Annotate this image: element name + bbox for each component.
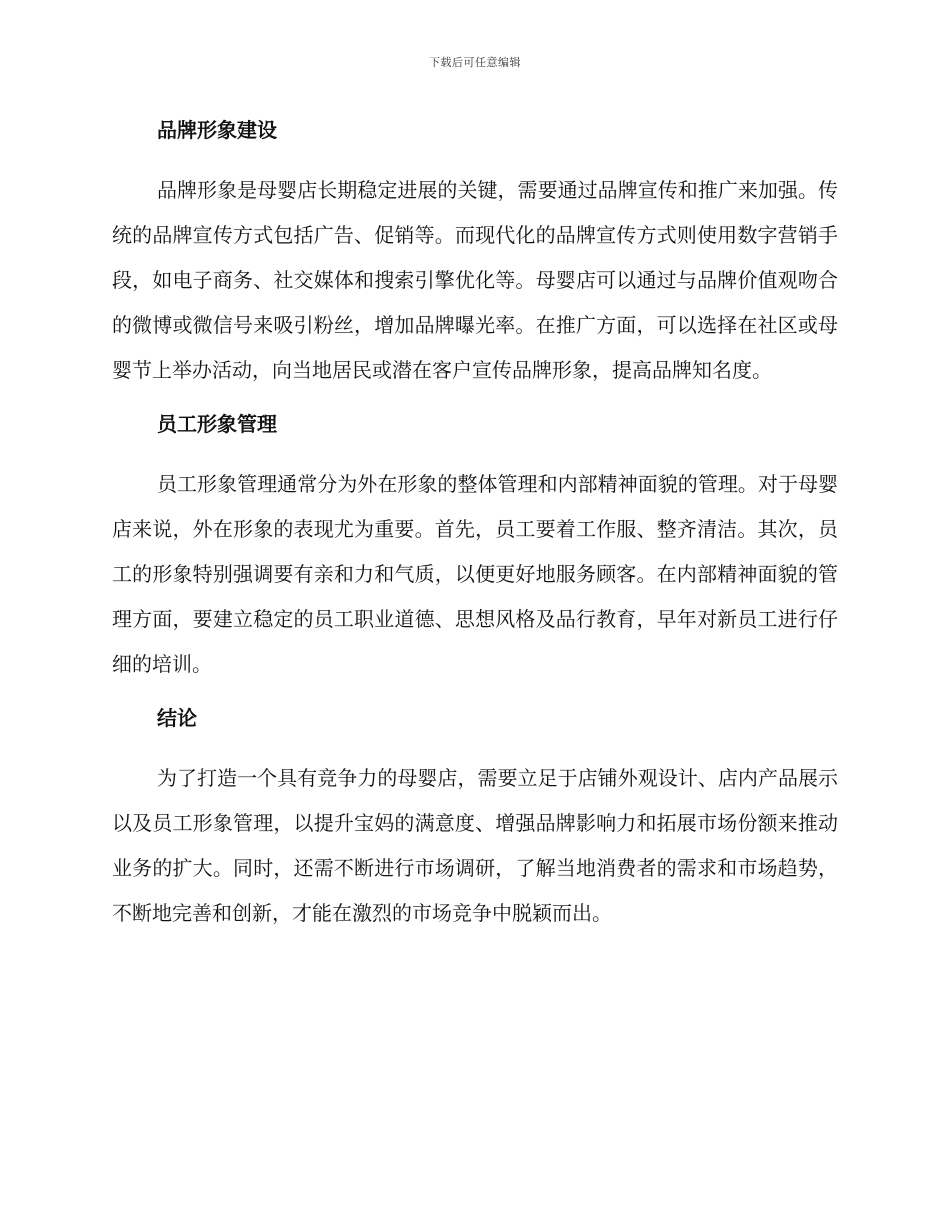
- section-brand-image: [112, 108, 838, 393]
- section-paragraph: 品牌形象是母婴店长期稳定进展的关键，需要通过品牌宣传和推广来加强。传统的品牌宣传方式包括广告、促销等。而现代化的品牌宣传方式则使用数字营销手段，如电子商务、社交媒体和搜索引擎优化等。母婴店可以通过与品牌价值观吻合的微博或微信号来吸引粉丝，增加品牌曝光率。在推广方面，可以选择在社区或母婴节上举办活动，向当地居民或潜在客户宣传品牌形象，提高品牌知名度。: [112, 178, 838, 382]
- section-staff-image: [112, 402, 838, 687]
- section-conclusion: [112, 696, 838, 936]
- section-heading: 结论: [157, 706, 197, 730]
- page-header-note: 下载后可任意编辑: [429, 56, 521, 69]
- section-heading: 品牌形象建设: [157, 118, 277, 142]
- section-paragraph: 员工形象管理通常分为外在形象的整体管理和内部精神面貌的管理。对于母婴店来说，外在形象的表现尤为重要。首先，员工要着工作服、整齐清洁。其次，员工的形象特别强调要有亲和力和气质，以便更好地服务顾客。在内部精神面貌的管理方面，要建立稳定的员工职业道德、思想风格及品行教育，早年对新员工进行仔细的培训。: [112, 472, 838, 676]
- document-body: [112, 108, 838, 945]
- section-paragraph: 为了打造一个具有竞争力的母婴店，需要立足于店铺外观设计、店内产品展示以及员工形象管理，以提升宝妈的满意度、增强品牌影响力和拓展市场份额来推动业务的扩大。同时，还需不断进行市场调研，了解当地消费者的需求和市场趋势，不断地完善和创新，才能在激烈的市场竞争中脱颖而出。: [112, 766, 838, 925]
- section-heading: 员工形象管理: [157, 412, 277, 436]
